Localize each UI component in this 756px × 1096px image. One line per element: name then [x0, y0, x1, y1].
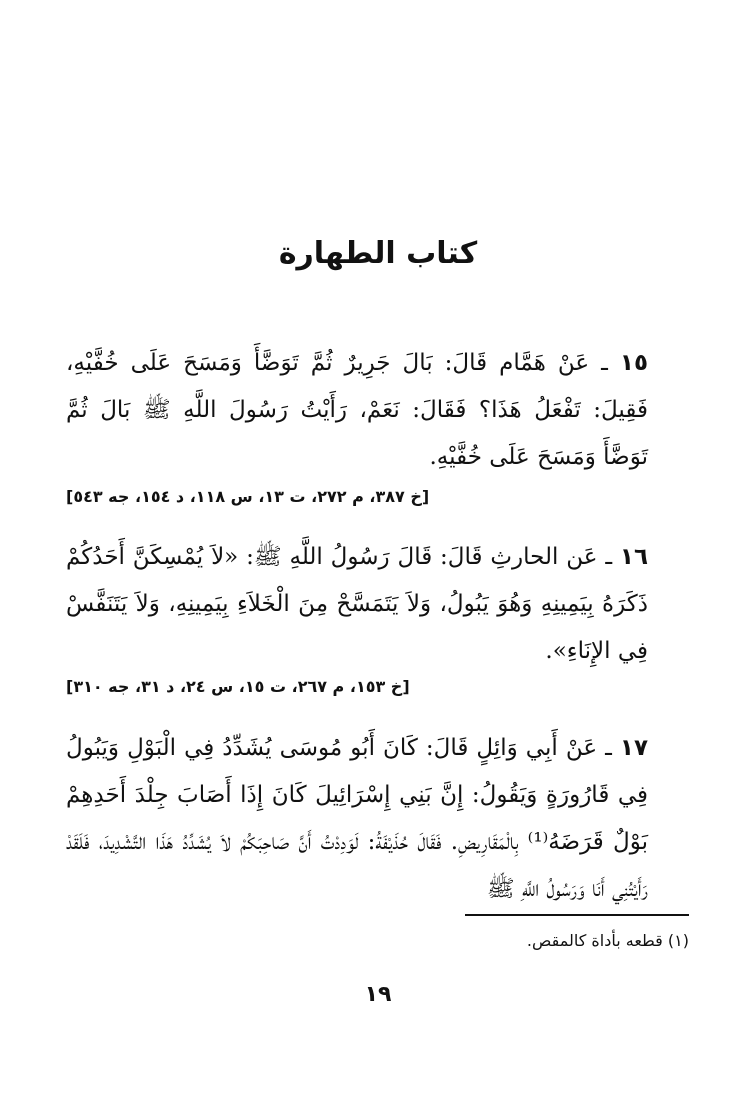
hadith-reference: [خ ١٥٣، م ٢٦٧، ت ١٥، س ٢٤، د ٣١، جه ٣١٠] [66, 677, 410, 696]
hadith-number: ١٧ [619, 735, 648, 761]
hadith-dash: ـ [589, 350, 608, 376]
hadith-text: عَن الحارثِ قَالَ: قَالَ رَسُولُ اللَّهِ ﷺ: «لاَ يُمْسِكَنَّ أَحَدُكُمْ ذَكَرَهُ بِيَمِينِهِ وَهُوَ يَبُولُ، وَلاَ يَتَمَسَّحْ مِنَ الْخَلاَءِ بِيَمِينِهِ، وَلاَ يَتَنَفَّسْ فِي الإِنَاءِ». [66, 544, 648, 664]
hadith-dash: ـ [597, 735, 612, 761]
footnote-divider [465, 914, 689, 916]
hadith-number: ١٦ [619, 544, 648, 570]
hadith-16 [66, 534, 648, 675]
footnote: (١) قطعه بأداة كالمقص. [526, 931, 689, 950]
hadith-text: عَنْ هَمَّام قَالَ: بَالَ جَرِيرٌ ثُمَّ تَوَضَّأَ وَمَسَحَ عَلَى خُفَّيْهِ، فَقِيلَ: تَفْعَلُ هَذَا؟ فَقَالَ: نَعَمْ، رَأَيْتُ رَسُولَ اللَّهِ ﷺ بَالَ ثُمَّ تَوَضَّأَ وَمَسَحَ عَلَى خُفَّيْهِ. [66, 350, 648, 470]
hadith-17 [66, 725, 648, 913]
chapter-title: كتاب الطهارة [278, 236, 478, 271]
hadith-text: عَنْ أَبِي وَائِلٍ قَالَ: كَانَ أَبُو مُوسَى يُشَدِّدُ فِي الْبَوْلِ وَيَبُولُ فِي قَارُورَةٍ وَيَقُولُ: إِنَّ بَنِي إِسْرَائِيلَ كَانَ إِذَا أَصَابَ جِلْدَ أَحَدِهِمْ بَوْلٌ قَرَضَهُ⁽¹⁾ بِالْمَقَارِيضِ. فَقَالَ حُذَيْفَةُ: لَوَدِدْتُ أَنَّ صَاحِبَكُمْ لاَ يُشَدِّدُ هَذَا التَّشْدِيدَ، فَلَقَدْ رَأَيْتُنِي أَنَا وَرَسُولُ اللَّهِ ﷺ [66, 735, 648, 902]
hadith-15 [66, 340, 648, 481]
hadith-dash: ـ [597, 544, 613, 570]
page-number: ١٩ [364, 982, 392, 1007]
hadith-number: ١٥ [619, 350, 648, 376]
hadith-reference: [خ ٣٨٧، م ٢٧٢، ت ١٣، س ١١٨، د ١٥٤، جه ٥٤٣] [66, 487, 430, 506]
